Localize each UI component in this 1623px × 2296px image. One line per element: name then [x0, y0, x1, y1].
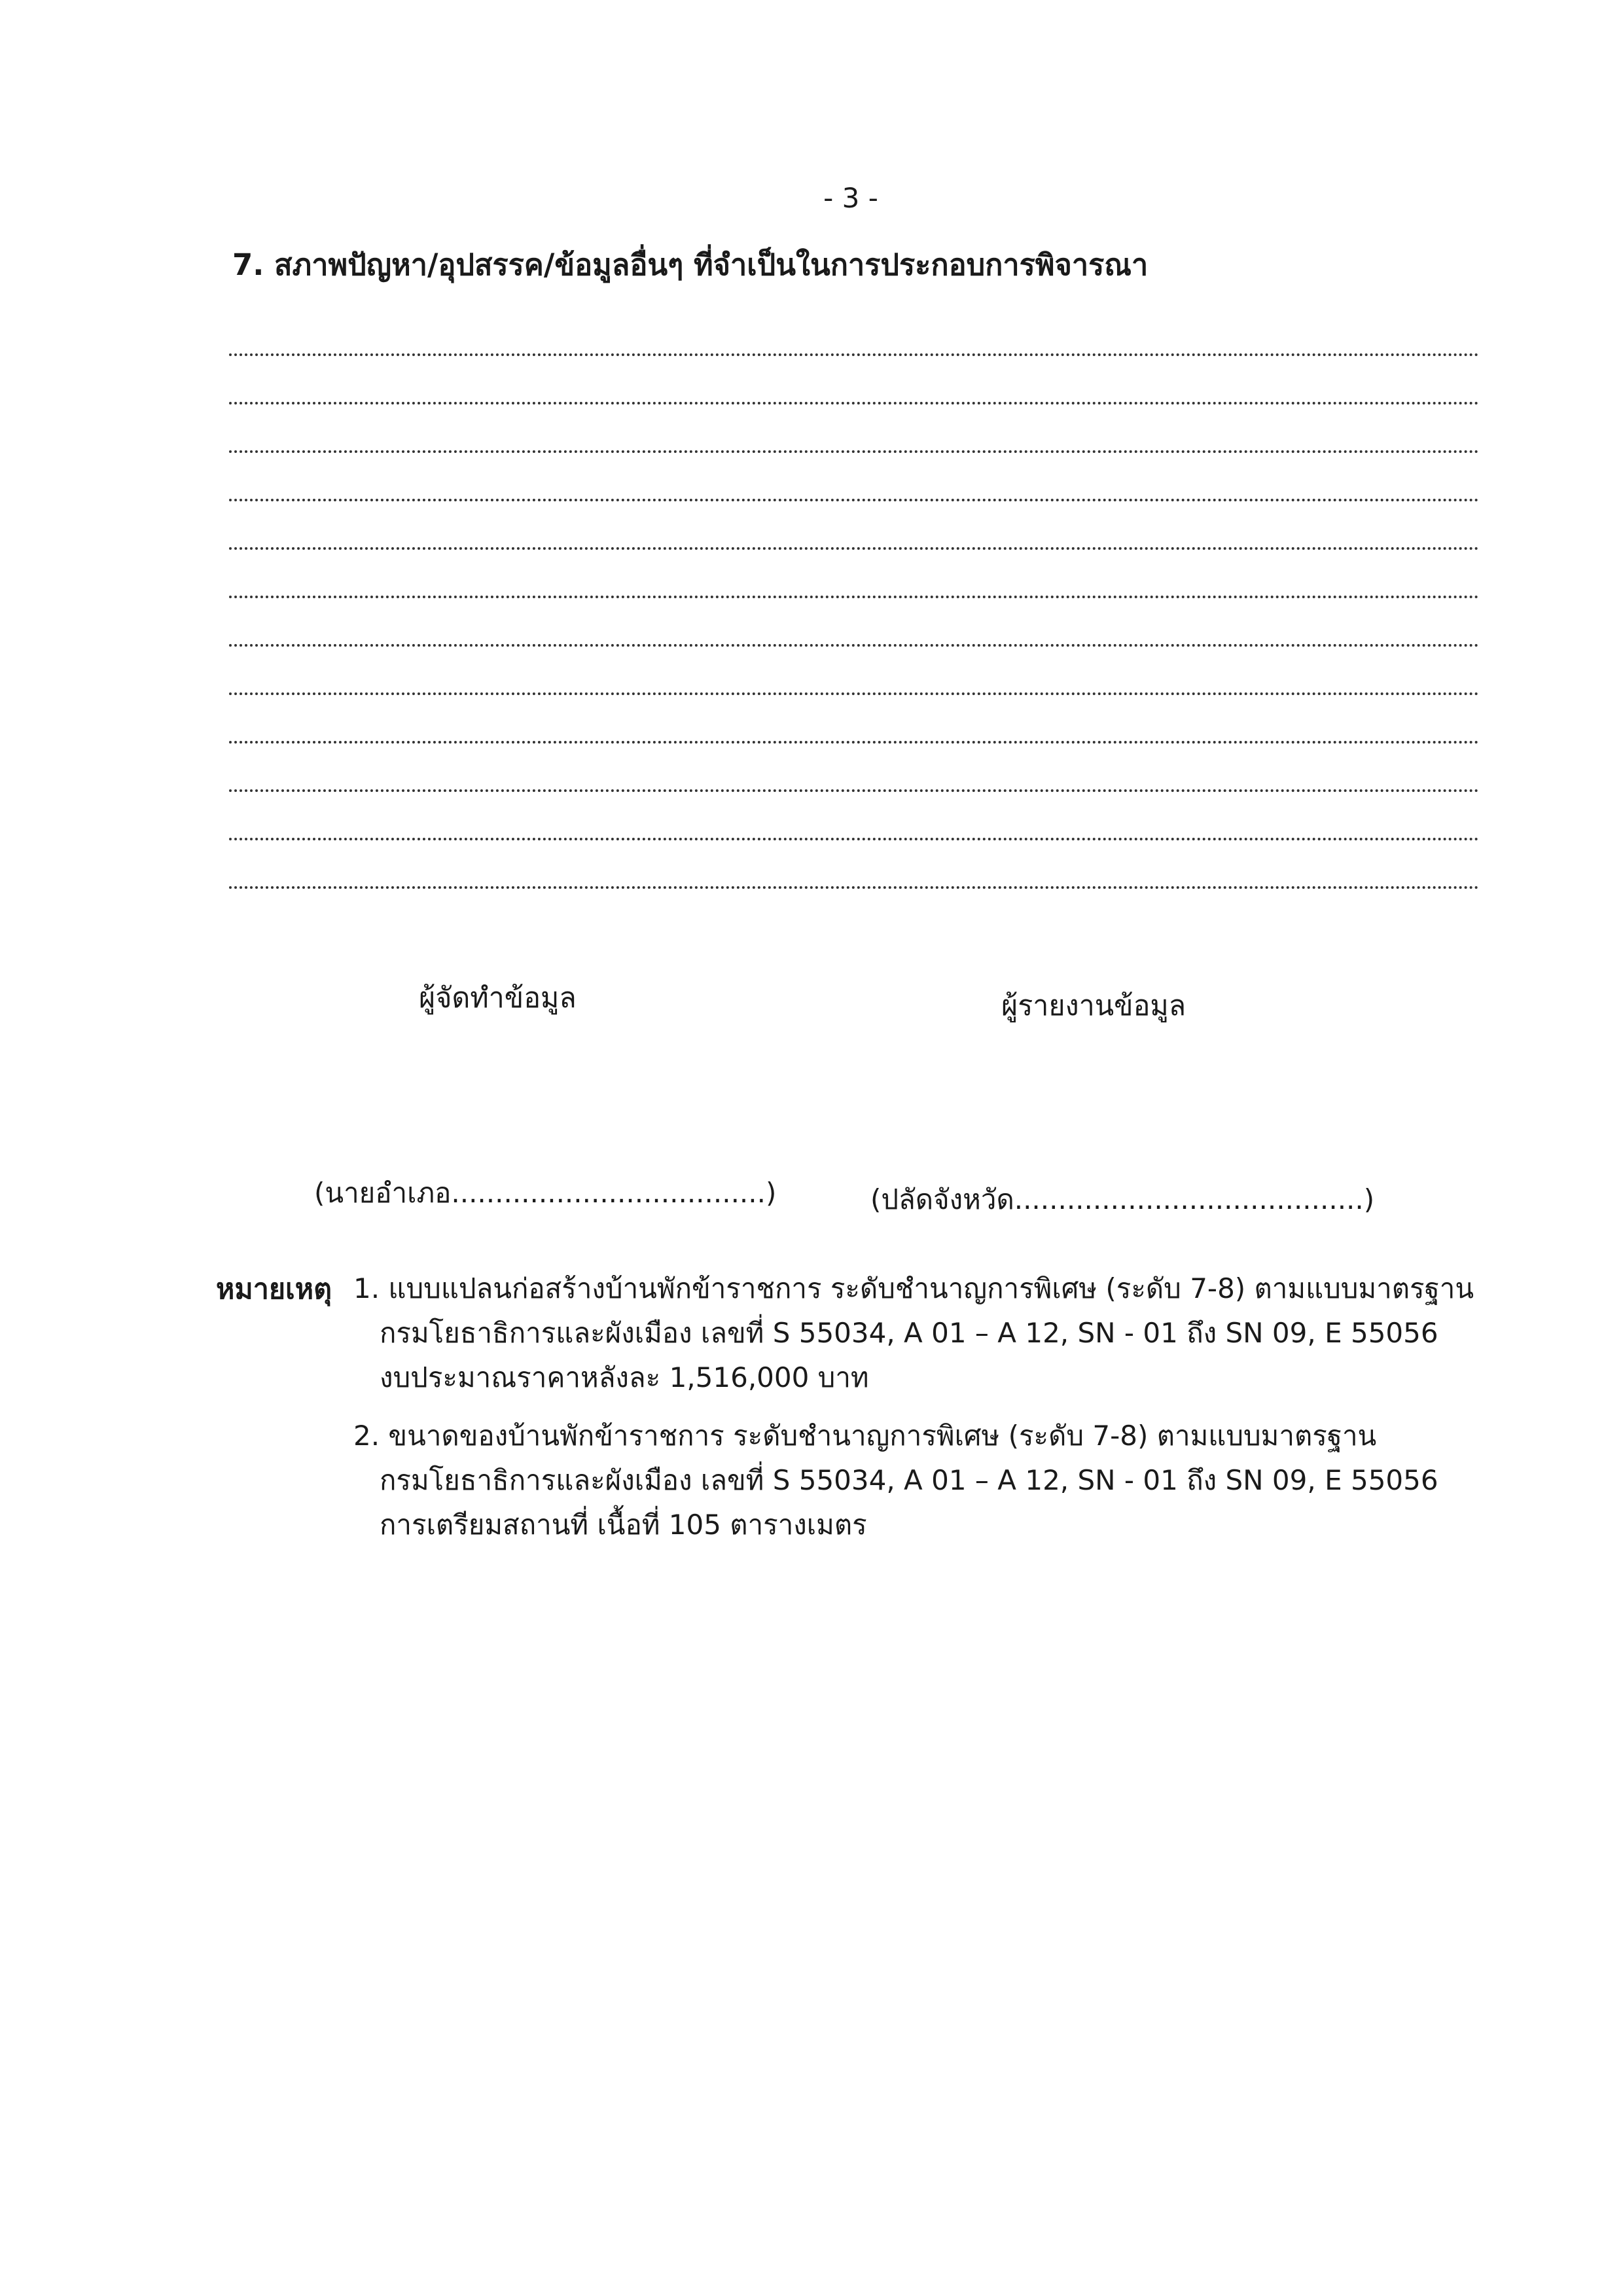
dotted-line: [229, 744, 1479, 792]
remarks-label: หมายเหตุ: [216, 1273, 332, 1306]
dotted-line: [229, 550, 1479, 598]
dotted-line: [229, 598, 1479, 647]
dotted-line: [229, 840, 1479, 889]
dotted-line: [229, 356, 1479, 404]
dotted-fill-lines: [229, 308, 1479, 889]
preparer-label: ผู้จัดทำข้อมูล: [419, 982, 577, 1014]
remark-line: งบประมาณราคาหลังละ 1,516,000 บาท: [380, 1361, 869, 1393]
remark-line: 2. ขนาดของบ้านพักข้าราชการ ระดับชำนาญการพิเศษ (ระดับ 7-8) ตามแบบมาตรฐาน: [353, 1420, 1377, 1452]
page-number: - 3 -: [823, 182, 878, 214]
remark-item-1: [353, 1266, 1474, 1400]
remark-item-2: [353, 1414, 1466, 1547]
dotted-line: [229, 647, 1479, 695]
reporter-name: (ปลัดจังหวัด........................................): [870, 1183, 1375, 1215]
remark-line: การเตรียมสถานที่ เนื้อที่ 105 ตารางเมตร: [380, 1509, 867, 1541]
preparer-name: (นายอำเภอ....................................): [314, 1177, 777, 1209]
remark-line: 1. แบบแปลนก่อสร้างบ้านพักข้าราชการ ระดับชำนาญการพิเศษ (ระดับ 7-8) ตามแบบมาตรฐาน: [353, 1272, 1474, 1304]
dotted-line: [229, 308, 1479, 356]
dotted-line: [229, 792, 1479, 840]
dotted-line: [229, 501, 1479, 550]
section-7-heading: 7. สภาพปัญหา/อุปสรรค/ข้อมูลอื่นๆ ที่จำเป็นในการประกอบการพิจารณา: [232, 247, 1149, 282]
dotted-line: [229, 453, 1479, 501]
reporter-label: ผู้รายงานข้อมูล: [1001, 990, 1186, 1022]
dotted-line: [229, 695, 1479, 744]
remark-line: กรมโยธาธิการและผังเมือง เลขที่ S 55034, A 01 – A 12, SN - 01 ถึง SN 09, E 55056: [380, 1464, 1438, 1496]
dotted-line: [229, 404, 1479, 453]
remark-line: กรมโยธาธิการและผังเมือง เลขที่ S 55034, A 01 – A 12, SN - 01 ถึง SN 09, E 55056: [380, 1317, 1438, 1349]
